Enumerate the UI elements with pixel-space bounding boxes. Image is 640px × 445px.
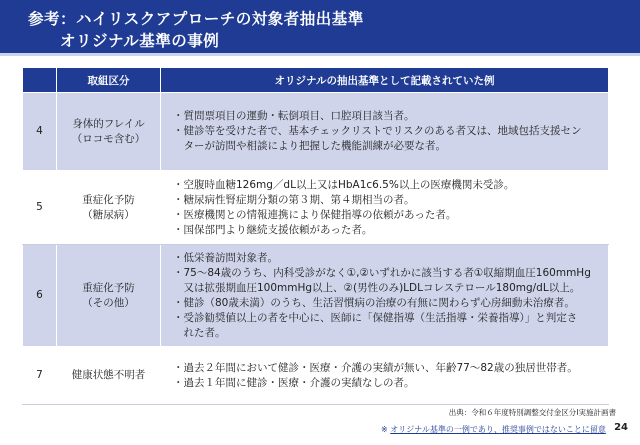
- column-header-criteria: オリジナルの抽出基準として記載されていた例: [161, 68, 609, 93]
- table-row: [23, 93, 609, 171]
- table-row: [23, 245, 609, 347]
- row-category: [57, 245, 161, 347]
- criteria-table: [22, 67, 609, 405]
- row-category-line: （ロコモ含む）: [71, 132, 146, 145]
- row-category: [57, 93, 161, 171]
- row-category-line: 身体的フレイル: [72, 117, 145, 130]
- row-criteria: [161, 171, 609, 245]
- column-header-category: 取組区分: [57, 68, 161, 93]
- criteria-line: ・健診（80歳未満）のうち、生活習慣病の治療の有無に関わらず心房細動未治療者。: [173, 296, 575, 309]
- note-mark: ※: [381, 425, 391, 434]
- criteria-line: ・質問票項目の運動・転倒項目、口腔項目該当者。: [173, 110, 415, 122]
- slide-title-line2: オリジナル基準の事例: [60, 32, 220, 50]
- row-category-line: （糖尿病）: [82, 208, 135, 221]
- criteria-line: ・75～84歳のうち、内科受診がなく①,②いずれかに該当する者①収縮期血圧160mmHg: [173, 266, 591, 279]
- table-row: [23, 171, 609, 245]
- table-header-row: [23, 68, 609, 93]
- page-number: 24: [614, 422, 628, 433]
- criteria-line: ターが訪問や相談により把握した機能訓練が必要な者。: [183, 140, 446, 152]
- row-category-line: 重症化予防: [82, 193, 135, 206]
- table-row: [23, 347, 609, 405]
- criteria-line: ・空腹時血糖126mg／dL以上又はHbA1c6.5%以上の医療機関未受診。: [173, 178, 515, 191]
- row-category-line: （その他）: [82, 296, 135, 309]
- criteria-line: ・過去１年間に健診・医療・介護の実績なしの者。: [173, 376, 415, 389]
- row-criteria: [161, 245, 609, 347]
- row-category: [57, 347, 161, 405]
- row-criteria: [161, 347, 609, 405]
- note-text: オリジナル基準の一例であり、推奨事例ではないことに留意: [390, 425, 606, 434]
- column-header-no: [23, 68, 57, 93]
- criteria-line: ・受診勧奨値以上の者を中心に、医師に「保健指導（生活指導・栄養指導）」と判定さ: [173, 311, 578, 324]
- criteria-line: ・過去２年間において健診・医療・介護の実績が無い、年齢77～82歳の独居世帯者。: [173, 361, 578, 374]
- row-category-line: 健康状態不明者: [71, 369, 146, 381]
- row-category: [57, 171, 161, 245]
- criteria-line: ・健診等を受けた者で、基本チェックリストでリスクのある者又は、地域包括支援セン: [173, 125, 582, 137]
- row-category-line: 重症化予防: [82, 281, 135, 294]
- slide-header: [0, 0, 640, 56]
- slide-title-line1: 参考：ハイリスクアプローチの対象者抽出基準: [28, 10, 364, 28]
- row-number: 6: [23, 245, 57, 347]
- criteria-line: ・糖尿病性腎症期分類の第３期、第４期相当の者。: [173, 193, 415, 206]
- row-number: 7: [23, 347, 57, 405]
- row-number: 4: [23, 93, 57, 171]
- criteria-line: ・医療機関との情報連携により保健指導の依頼があった者。: [173, 208, 457, 221]
- criteria-line: 又は拡張期血圧100mmHg以上、②(男性のみ)LDLコレステロール180mg/dL以上。: [183, 281, 581, 294]
- disclaimer-note: [381, 424, 606, 435]
- criteria-line: れた者。: [183, 326, 226, 339]
- row-criteria: [161, 93, 609, 171]
- row-number: 5: [23, 171, 57, 245]
- source-citation: 出典：令和６年度特別調整交付金区分Ⅰ実施計画書: [448, 408, 616, 417]
- criteria-line: ・低栄養訪問対象者。: [173, 251, 278, 264]
- criteria-line: ・国保部門より継続支援依頼があった者。: [173, 223, 373, 236]
